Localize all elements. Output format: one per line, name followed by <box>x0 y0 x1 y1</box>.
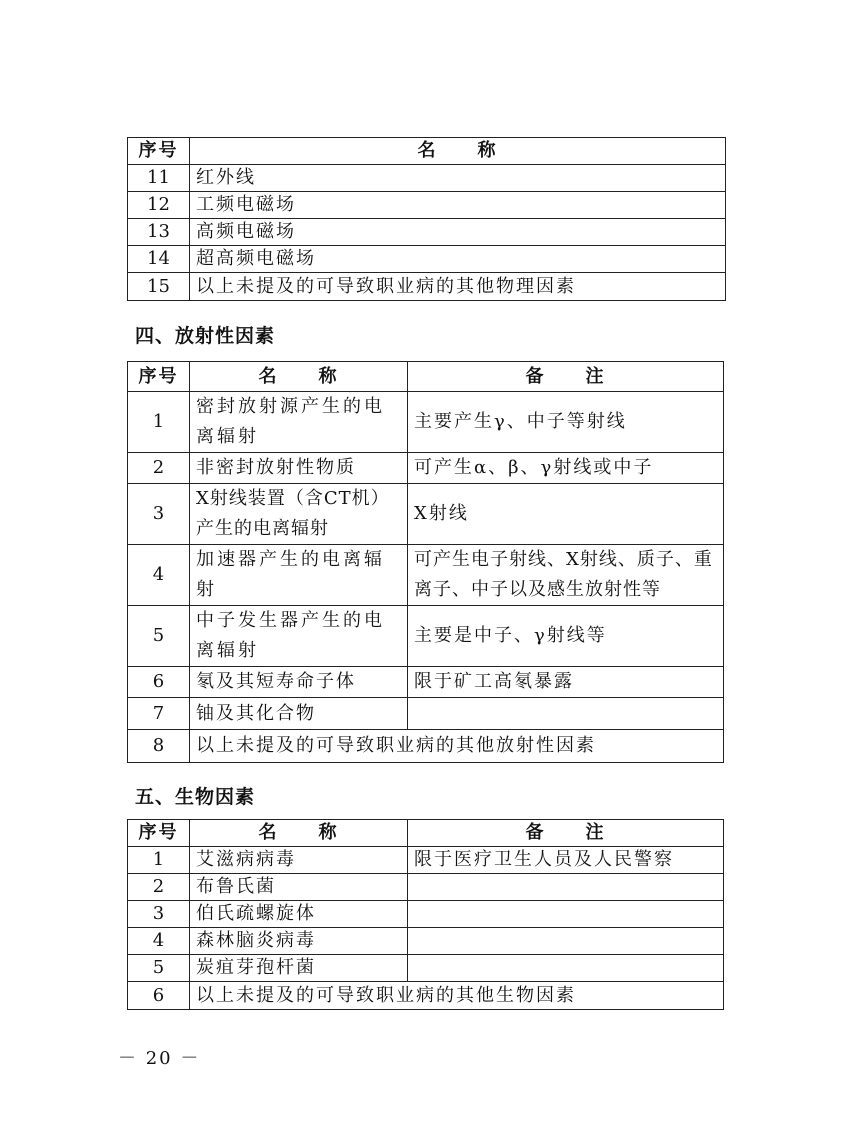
table-row <box>128 901 724 928</box>
table-row <box>128 219 726 246</box>
row-note <box>408 901 724 928</box>
table-row <box>128 874 724 901</box>
radiation-factors-table <box>127 361 724 763</box>
row-num: 1 <box>128 847 190 874</box>
table-row <box>128 847 724 874</box>
biological-factors-table <box>127 819 724 1010</box>
row-name: 森林脑炎病毒 <box>190 928 408 955</box>
header-num: 序号 <box>128 138 190 165</box>
row-note: 主要产生γ、中子等射线 <box>408 392 724 453</box>
row-name: 伯氏疏螺旋体 <box>190 901 408 928</box>
table-header-row <box>128 820 724 847</box>
row-name: 高频电磁场 <box>190 219 726 246</box>
row-num: 4 <box>128 545 190 606</box>
header-num: 序号 <box>128 820 190 847</box>
row-name: 铀及其化合物 <box>190 698 408 730</box>
table-row <box>128 928 724 955</box>
row-num: 8 <box>128 730 190 763</box>
row-note: 限于矿工高氡暴露 <box>408 667 724 698</box>
header-note: 备 注 <box>408 362 724 392</box>
table-row <box>128 982 724 1010</box>
row-note <box>408 874 724 901</box>
header-note: 备 注 <box>408 820 724 847</box>
row-name: 中子发生器产生的电离辐射 <box>190 606 408 667</box>
row-name: 超高频电磁场 <box>190 246 726 273</box>
row-num: 4 <box>128 928 190 955</box>
row-name: 艾滋病病毒 <box>190 847 408 874</box>
row-name: 加速器产生的电离辐射 <box>190 545 408 606</box>
row-note: 主要是中子、γ射线等 <box>408 606 724 667</box>
header-name: 名 称 <box>190 138 726 165</box>
row-note <box>408 698 724 730</box>
row-name: X射线装置（含CT机）产生的电离辐射 <box>190 484 408 545</box>
row-num: 11 <box>128 165 190 192</box>
row-name: 氡及其短寿命子体 <box>190 667 408 698</box>
row-name: 红外线 <box>190 165 726 192</box>
row-num: 6 <box>128 667 190 698</box>
table-row <box>128 606 724 667</box>
row-name: 以上未提及的可导致职业病的其他放射性因素 <box>190 730 724 763</box>
row-name: 密封放射源产生的电离辐射 <box>190 392 408 453</box>
row-note <box>408 928 724 955</box>
table-header-row <box>128 138 726 165</box>
table-row <box>128 730 724 763</box>
row-num: 3 <box>128 484 190 545</box>
table-row <box>128 192 726 219</box>
table-header-row <box>128 362 724 392</box>
row-name: 以上未提及的可导致职业病的其他物理因素 <box>190 273 726 301</box>
row-num: 6 <box>128 982 190 1010</box>
row-num: 2 <box>128 874 190 901</box>
section-title-biological: 五、生物因素 <box>135 786 256 808</box>
row-note: 可产生电子射线、X射线、质子、重离子、中子以及感生放射性等 <box>408 545 724 606</box>
row-name: 以上未提及的可导致职业病的其他生物因素 <box>190 982 724 1010</box>
row-num: 14 <box>128 246 190 273</box>
row-num: 5 <box>128 606 190 667</box>
table-row <box>128 246 726 273</box>
row-note: 限于医疗卫生人员及人民警察 <box>408 847 724 874</box>
table-row <box>128 392 724 453</box>
row-num: 3 <box>128 901 190 928</box>
row-name: 炭疽芽孢杆菌 <box>190 955 408 982</box>
table-row <box>128 667 724 698</box>
row-num: 15 <box>128 273 190 301</box>
section-title-radiation: 四、放射性因素 <box>135 325 276 347</box>
physical-factors-table <box>127 137 726 301</box>
row-note: X射线 <box>408 484 724 545</box>
page-number: － 20 － <box>118 1048 201 1069</box>
table-row <box>128 165 726 192</box>
table-row <box>128 545 724 606</box>
table-row <box>128 484 724 545</box>
row-name: 非密封放射性物质 <box>190 453 408 484</box>
row-num: 5 <box>128 955 190 982</box>
row-num: 1 <box>128 392 190 453</box>
row-note <box>408 955 724 982</box>
table-row <box>128 955 724 982</box>
row-name: 工频电磁场 <box>190 192 726 219</box>
header-num: 序号 <box>128 362 190 392</box>
row-name: 布鲁氏菌 <box>190 874 408 901</box>
header-name: 名 称 <box>190 362 408 392</box>
table-row <box>128 273 726 301</box>
table-row <box>128 453 724 484</box>
header-name: 名 称 <box>190 820 408 847</box>
row-num: 13 <box>128 219 190 246</box>
row-num: 12 <box>128 192 190 219</box>
row-num: 7 <box>128 698 190 730</box>
table-row <box>128 698 724 730</box>
row-num: 2 <box>128 453 190 484</box>
row-note: 可产生α、β、γ射线或中子 <box>408 453 724 484</box>
